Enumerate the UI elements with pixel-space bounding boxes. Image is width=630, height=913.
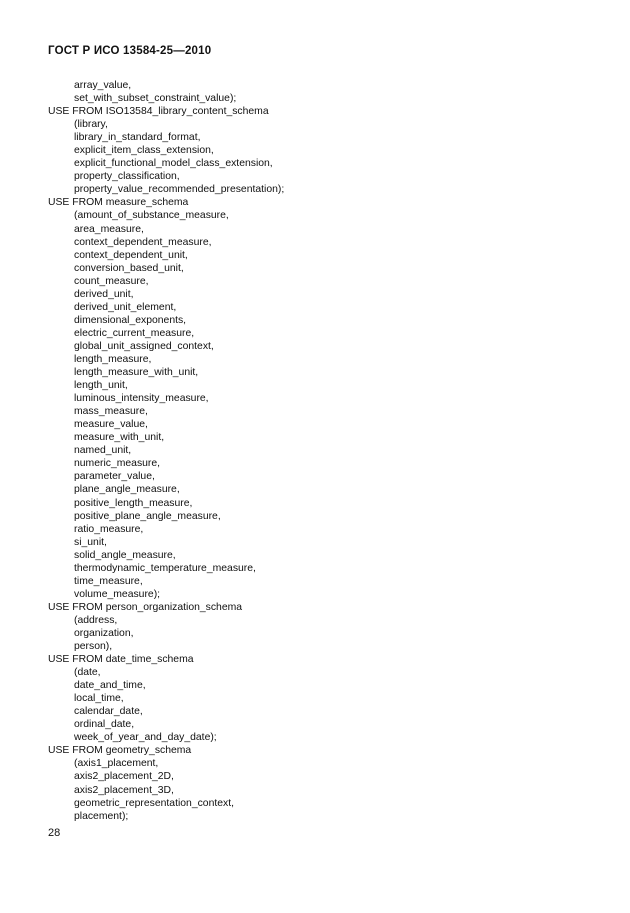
schema-entity-line: positive_length_measure, (74, 497, 193, 509)
schema-entity-line: conversion_based_unit, (74, 262, 184, 274)
schema-entity-line: numeric_measure, (74, 458, 161, 470)
schema-entity-line: global_unit_assigned_context, (74, 340, 214, 352)
schema-entity-line: time_measure, (74, 575, 143, 587)
schema-entity-line: (address, (74, 614, 118, 626)
schema-entity-line: measure_with_unit, (74, 432, 165, 444)
schema-entity-line: ordinal_date, (74, 719, 135, 731)
schema-entity-line: property_classification, (74, 171, 180, 183)
schema-entity-line: date_and_time, (74, 680, 146, 692)
schema-entity-line: mass_measure, (74, 406, 148, 418)
schema-entity-line: (date, (74, 667, 101, 679)
use-from-statement: USE FROM geometry_schema (48, 745, 192, 757)
schema-entity-line: (amount_of_substance_measure, (74, 210, 229, 222)
schema-entity-line: count_measure, (74, 275, 149, 287)
schema-entity-line: derived_unit, (74, 288, 134, 300)
schema-entity-line: calendar_date, (74, 706, 143, 718)
schema-entity-line: length_measure, (74, 353, 152, 365)
schema-entity-line: axis2_placement_2D, (74, 771, 174, 783)
schema-entity-line: area_measure, (74, 223, 144, 235)
schema-entity-line: length_unit, (74, 380, 128, 392)
schema-entity-line: dimensional_exponents, (74, 314, 187, 326)
schema-entity-line: library_in_standard_format, (74, 132, 201, 144)
schema-entity-line: named_unit, (74, 445, 132, 457)
schema-entity-line: explicit_functional_model_class_extension, (74, 158, 273, 170)
schema-entity-line: electric_current_measure, (74, 327, 195, 339)
schema-entity-line: person), (74, 641, 113, 653)
use-from-statement: USE FROM ISO13584_library_content_schema (48, 106, 269, 118)
schema-entity-line: derived_unit_element, (74, 301, 177, 313)
schema-entity-line: ratio_measure, (74, 523, 144, 535)
schema-entity-line: plane_angle_measure, (74, 484, 180, 496)
schema-code-block (48, 79, 608, 823)
schema-entity-line: local_time, (74, 693, 124, 705)
schema-entity-line: week_of_year_and_day_date); (74, 732, 217, 744)
use-from-statement: USE FROM date_time_schema (48, 654, 194, 666)
schema-entity-line: (library, (74, 119, 108, 131)
page-header: ГОСТ Р ИСО 13584-25—2010 (48, 45, 212, 57)
schema-entity-line: (axis1_placement, (74, 758, 159, 770)
schema-entity-line: context_dependent_measure, (74, 236, 212, 248)
schema-entity-line: volume_measure); (74, 588, 161, 600)
schema-entity-line: array_value, (74, 80, 132, 91)
schema-entity-line: luminous_intensity_measure, (74, 393, 209, 405)
schema-entity-line: explicit_item_class_extension, (74, 145, 214, 157)
schema-entity-line: axis2_placement_3D, (74, 784, 174, 796)
schema-entity-line: length_measure_with_unit, (74, 367, 199, 379)
schema-entity-line: placement); (74, 810, 129, 822)
page-number: 28 (48, 827, 61, 839)
schema-entity-line: geometric_representation_context, (74, 797, 234, 809)
use-from-statement: USE FROM measure_schema (48, 197, 189, 209)
schema-entity-line: thermodynamic_temperature_measure, (74, 562, 256, 574)
schema-entity-line: property_value_recommended_presentation); (74, 184, 285, 196)
schema-entity-line: set_with_subset_constraint_value); (74, 93, 237, 105)
schema-entity-line: context_dependent_unit, (74, 249, 188, 261)
schema-entity-line: organization, (74, 627, 134, 639)
schema-entity-line: positive_plane_angle_measure, (74, 510, 221, 522)
schema-entity-line: measure_value, (74, 419, 148, 431)
use-from-statement: USE FROM person_organization_schema (48, 601, 243, 613)
schema-entity-line: si_unit, (74, 536, 107, 548)
schema-entity-line: parameter_value, (74, 471, 155, 483)
schema-entity-line: solid_angle_measure, (74, 549, 176, 561)
